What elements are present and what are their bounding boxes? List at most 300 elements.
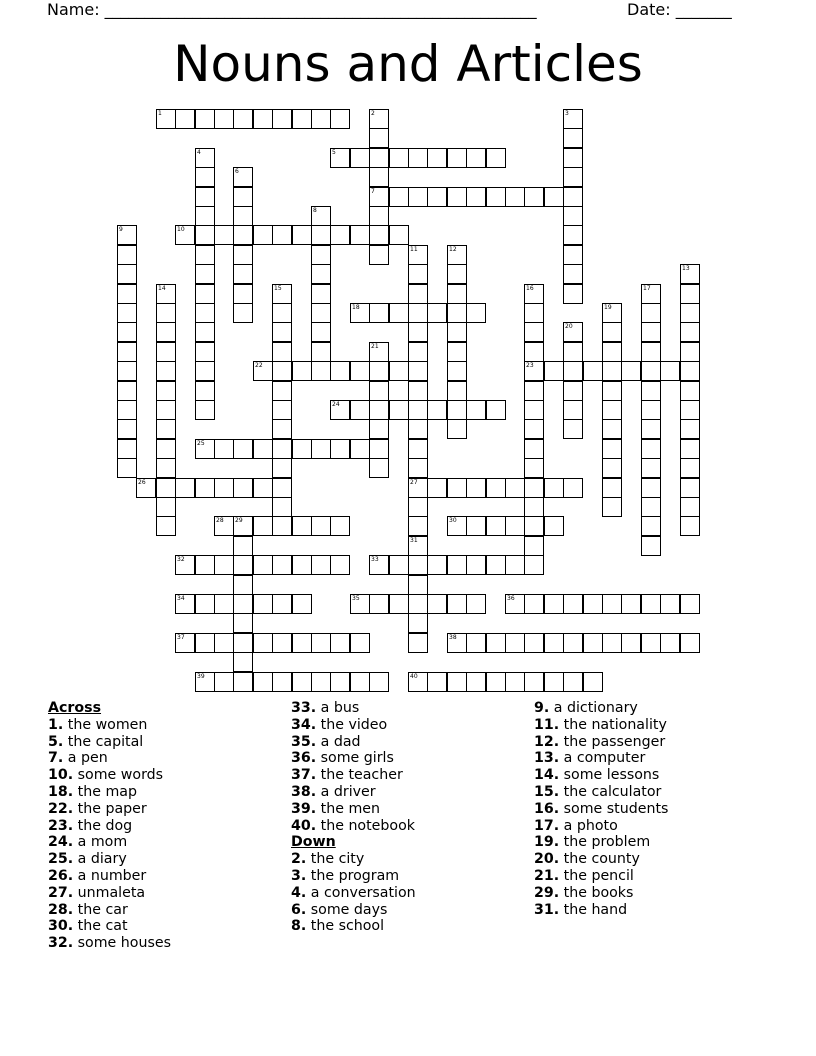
- grid-cell[interactable]: [583, 672, 603, 692]
- grid-cell[interactable]: [583, 633, 603, 653]
- grid-cell[interactable]: [641, 284, 661, 304]
- grid-cell[interactable]: [427, 672, 447, 692]
- grid-cell[interactable]: [408, 516, 428, 536]
- grid-cell[interactable]: [524, 633, 544, 653]
- grid-cell[interactable]: [641, 536, 661, 556]
- grid-cell[interactable]: [563, 187, 583, 207]
- grid-cell[interactable]: [602, 478, 622, 498]
- grid-cell[interactable]: [233, 225, 253, 245]
- grid-cell[interactable]: [524, 516, 544, 536]
- grid-cell[interactable]: [272, 633, 292, 653]
- grid-cell[interactable]: [195, 400, 215, 420]
- grid-cell[interactable]: [602, 458, 622, 478]
- grid-cell[interactable]: [389, 187, 409, 207]
- grid-cell[interactable]: [195, 594, 215, 614]
- grid-cell[interactable]: [563, 245, 583, 265]
- grid-cell[interactable]: [641, 594, 661, 614]
- grid-cell[interactable]: [330, 400, 350, 420]
- grid-cell[interactable]: [524, 400, 544, 420]
- grid-cell[interactable]: [563, 400, 583, 420]
- grid-cell[interactable]: [680, 594, 700, 614]
- grid-cell[interactable]: [350, 361, 370, 381]
- grid-cell[interactable]: [524, 439, 544, 459]
- grid-cell[interactable]: [680, 264, 700, 284]
- grid-cell[interactable]: [156, 419, 176, 439]
- grid-cell[interactable]: [272, 419, 292, 439]
- grid-cell[interactable]: [447, 516, 467, 536]
- grid-cell[interactable]: [466, 400, 486, 420]
- grid-cell[interactable]: [466, 633, 486, 653]
- grid-cell[interactable]: [233, 516, 253, 536]
- grid-cell[interactable]: [253, 672, 273, 692]
- grid-cell[interactable]: [195, 381, 215, 401]
- grid-cell[interactable]: [253, 361, 273, 381]
- grid-cell[interactable]: [505, 187, 525, 207]
- grid-cell[interactable]: [292, 672, 312, 692]
- grid-cell[interactable]: [253, 439, 273, 459]
- grid-cell[interactable]: [369, 419, 389, 439]
- grid-cell[interactable]: [214, 109, 234, 129]
- grid-cell[interactable]: [408, 419, 428, 439]
- grid-cell[interactable]: [408, 264, 428, 284]
- grid-cell[interactable]: [214, 516, 234, 536]
- grid-cell[interactable]: [389, 303, 409, 323]
- grid-cell[interactable]: [369, 381, 389, 401]
- grid-cell[interactable]: [175, 225, 195, 245]
- grid-cell[interactable]: [660, 361, 680, 381]
- grid-cell[interactable]: [486, 555, 506, 575]
- grid-cell[interactable]: [408, 672, 428, 692]
- grid-cell[interactable]: [466, 594, 486, 614]
- grid-cell[interactable]: [389, 361, 409, 381]
- grid-cell[interactable]: [195, 478, 215, 498]
- grid-cell[interactable]: [641, 342, 661, 362]
- grid-cell[interactable]: [524, 458, 544, 478]
- grid-cell[interactable]: [660, 633, 680, 653]
- grid-cell[interactable]: [408, 633, 428, 653]
- grid-cell[interactable]: [369, 245, 389, 265]
- grid-cell[interactable]: [680, 303, 700, 323]
- grid-cell[interactable]: [680, 478, 700, 498]
- grid-cell[interactable]: [117, 381, 137, 401]
- grid-cell[interactable]: [544, 633, 564, 653]
- grid-cell[interactable]: [524, 497, 544, 517]
- grid-cell[interactable]: [156, 516, 176, 536]
- grid-cell[interactable]: [447, 400, 467, 420]
- grid-cell[interactable]: [524, 672, 544, 692]
- grid-cell[interactable]: [272, 400, 292, 420]
- grid-cell[interactable]: [369, 342, 389, 362]
- grid-cell[interactable]: [233, 613, 253, 633]
- grid-cell[interactable]: [369, 672, 389, 692]
- grid-cell[interactable]: [641, 303, 661, 323]
- grid-cell[interactable]: [563, 594, 583, 614]
- grid-cell[interactable]: [156, 439, 176, 459]
- grid-cell[interactable]: [233, 594, 253, 614]
- grid-cell[interactable]: [447, 342, 467, 362]
- grid-cell[interactable]: [408, 536, 428, 556]
- grid-cell[interactable]: [447, 148, 467, 168]
- grid-cell[interactable]: [408, 497, 428, 517]
- grid-cell[interactable]: [330, 633, 350, 653]
- grid-cell[interactable]: [408, 400, 428, 420]
- grid-cell[interactable]: [156, 497, 176, 517]
- grid-cell[interactable]: [408, 342, 428, 362]
- grid-cell[interactable]: [233, 652, 253, 672]
- grid-cell[interactable]: [195, 342, 215, 362]
- grid-cell[interactable]: [156, 361, 176, 381]
- grid-cell[interactable]: [292, 555, 312, 575]
- grid-cell[interactable]: [233, 633, 253, 653]
- grid-cell[interactable]: [233, 245, 253, 265]
- grid-cell[interactable]: [175, 594, 195, 614]
- grid-cell[interactable]: [641, 419, 661, 439]
- grid-cell[interactable]: [447, 303, 467, 323]
- grid-cell[interactable]: [486, 516, 506, 536]
- grid-cell[interactable]: [117, 342, 137, 362]
- grid-cell[interactable]: [641, 361, 661, 381]
- grid-cell[interactable]: [369, 303, 389, 323]
- grid-cell[interactable]: [602, 303, 622, 323]
- grid-cell[interactable]: [350, 400, 370, 420]
- grid-cell[interactable]: [253, 633, 273, 653]
- grid-cell[interactable]: [563, 206, 583, 226]
- grid-cell[interactable]: [272, 381, 292, 401]
- grid-cell[interactable]: [233, 672, 253, 692]
- grid-cell[interactable]: [330, 225, 350, 245]
- grid-cell[interactable]: [369, 148, 389, 168]
- grid-cell[interactable]: [563, 264, 583, 284]
- grid-cell[interactable]: [524, 555, 544, 575]
- grid-cell[interactable]: [272, 672, 292, 692]
- grid-cell[interactable]: [156, 109, 176, 129]
- grid-cell[interactable]: [214, 555, 234, 575]
- grid-cell[interactable]: [311, 555, 331, 575]
- grid-cell[interactable]: [486, 400, 506, 420]
- grid-cell[interactable]: [117, 303, 137, 323]
- grid-cell[interactable]: [408, 322, 428, 342]
- grid-cell[interactable]: [292, 109, 312, 129]
- grid-cell[interactable]: [602, 381, 622, 401]
- grid-cell[interactable]: [156, 458, 176, 478]
- grid-cell[interactable]: [660, 594, 680, 614]
- grid-cell[interactable]: [330, 555, 350, 575]
- grid-cell[interactable]: [505, 478, 525, 498]
- grid-cell[interactable]: [680, 361, 700, 381]
- grid-cell[interactable]: [602, 633, 622, 653]
- grid-cell[interactable]: [447, 264, 467, 284]
- grid-cell[interactable]: [292, 439, 312, 459]
- grid-cell[interactable]: [408, 613, 428, 633]
- grid-cell[interactable]: [195, 187, 215, 207]
- grid-cell[interactable]: [408, 361, 428, 381]
- grid-cell[interactable]: [563, 167, 583, 187]
- grid-cell[interactable]: [505, 516, 525, 536]
- grid-cell[interactable]: [544, 361, 564, 381]
- grid-cell[interactable]: [369, 225, 389, 245]
- grid-cell[interactable]: [233, 555, 253, 575]
- grid-cell[interactable]: [292, 225, 312, 245]
- grid-cell[interactable]: [505, 594, 525, 614]
- grid-cell[interactable]: [602, 497, 622, 517]
- grid-cell[interactable]: [621, 594, 641, 614]
- grid-cell[interactable]: [505, 555, 525, 575]
- grid-cell[interactable]: [389, 555, 409, 575]
- grid-cell[interactable]: [272, 458, 292, 478]
- grid-cell[interactable]: [330, 148, 350, 168]
- grid-cell[interactable]: [369, 109, 389, 129]
- grid-cell[interactable]: [602, 400, 622, 420]
- grid-cell[interactable]: [369, 400, 389, 420]
- grid-cell[interactable]: [195, 361, 215, 381]
- grid-cell[interactable]: [214, 478, 234, 498]
- grid-cell[interactable]: [447, 245, 467, 265]
- grid-cell[interactable]: [311, 633, 331, 653]
- grid-cell[interactable]: [427, 148, 447, 168]
- grid-cell[interactable]: [563, 148, 583, 168]
- grid-cell[interactable]: [195, 672, 215, 692]
- grid-cell[interactable]: [369, 458, 389, 478]
- grid-cell[interactable]: [408, 187, 428, 207]
- grid-cell[interactable]: [680, 516, 700, 536]
- grid-cell[interactable]: [311, 284, 331, 304]
- grid-cell[interactable]: [156, 322, 176, 342]
- grid-cell[interactable]: [311, 516, 331, 536]
- grid-cell[interactable]: [466, 478, 486, 498]
- grid-cell[interactable]: [486, 478, 506, 498]
- grid-cell[interactable]: [292, 633, 312, 653]
- grid-cell[interactable]: [524, 381, 544, 401]
- grid-cell[interactable]: [117, 361, 137, 381]
- grid-cell[interactable]: [350, 672, 370, 692]
- grid-cell[interactable]: [427, 478, 447, 498]
- grid-cell[interactable]: [330, 361, 350, 381]
- grid-cell[interactable]: [292, 594, 312, 614]
- grid-cell[interactable]: [175, 555, 195, 575]
- grid-cell[interactable]: [447, 594, 467, 614]
- grid-cell[interactable]: [117, 400, 137, 420]
- grid-cell[interactable]: [486, 672, 506, 692]
- grid-cell[interactable]: [233, 478, 253, 498]
- grid-cell[interactable]: [466, 516, 486, 536]
- grid-cell[interactable]: [350, 594, 370, 614]
- grid-cell[interactable]: [233, 439, 253, 459]
- grid-cell[interactable]: [253, 109, 273, 129]
- grid-cell[interactable]: [311, 206, 331, 226]
- grid-cell[interactable]: [195, 264, 215, 284]
- grid-cell[interactable]: [272, 594, 292, 614]
- grid-cell[interactable]: [641, 381, 661, 401]
- grid-cell[interactable]: [486, 187, 506, 207]
- grid-cell[interactable]: [544, 594, 564, 614]
- grid-cell[interactable]: [641, 322, 661, 342]
- grid-cell[interactable]: [505, 672, 525, 692]
- grid-cell[interactable]: [544, 672, 564, 692]
- grid-cell[interactable]: [524, 536, 544, 556]
- grid-cell[interactable]: [195, 555, 215, 575]
- grid-cell[interactable]: [680, 419, 700, 439]
- grid-cell[interactable]: [621, 633, 641, 653]
- grid-cell[interactable]: [602, 594, 622, 614]
- grid-cell[interactable]: [350, 303, 370, 323]
- grid-cell[interactable]: [641, 478, 661, 498]
- grid-cell[interactable]: [466, 187, 486, 207]
- grid-cell[interactable]: [447, 633, 467, 653]
- grid-cell[interactable]: [369, 594, 389, 614]
- grid-cell[interactable]: [680, 381, 700, 401]
- grid-cell[interactable]: [233, 206, 253, 226]
- grid-cell[interactable]: [311, 439, 331, 459]
- grid-cell[interactable]: [466, 555, 486, 575]
- grid-cell[interactable]: [563, 633, 583, 653]
- grid-cell[interactable]: [447, 322, 467, 342]
- grid-cell[interactable]: [408, 284, 428, 304]
- grid-cell[interactable]: [214, 594, 234, 614]
- grid-cell[interactable]: [524, 478, 544, 498]
- grid-cell[interactable]: [311, 225, 331, 245]
- grid-cell[interactable]: [680, 400, 700, 420]
- grid-cell[interactable]: [175, 478, 195, 498]
- grid-cell[interactable]: [350, 439, 370, 459]
- grid-cell[interactable]: [369, 206, 389, 226]
- grid-cell[interactable]: [195, 109, 215, 129]
- grid-cell[interactable]: [117, 245, 137, 265]
- grid-cell[interactable]: [680, 458, 700, 478]
- grid-cell[interactable]: [369, 128, 389, 148]
- grid-cell[interactable]: [292, 361, 312, 381]
- grid-cell[interactable]: [486, 148, 506, 168]
- grid-cell[interactable]: [253, 478, 273, 498]
- grid-cell[interactable]: [563, 672, 583, 692]
- grid-cell[interactable]: [233, 303, 253, 323]
- grid-cell[interactable]: [505, 633, 525, 653]
- grid-cell[interactable]: [369, 555, 389, 575]
- grid-cell[interactable]: [369, 187, 389, 207]
- grid-cell[interactable]: [408, 575, 428, 595]
- grid-cell[interactable]: [311, 672, 331, 692]
- grid-cell[interactable]: [311, 109, 331, 129]
- grid-cell[interactable]: [563, 109, 583, 129]
- grid-cell[interactable]: [350, 225, 370, 245]
- grid-cell[interactable]: [563, 342, 583, 362]
- grid-cell[interactable]: [563, 322, 583, 342]
- grid-cell[interactable]: [641, 497, 661, 517]
- grid-cell[interactable]: [447, 478, 467, 498]
- grid-cell[interactable]: [563, 284, 583, 304]
- grid-cell[interactable]: [156, 284, 176, 304]
- grid-cell[interactable]: [524, 419, 544, 439]
- grid-cell[interactable]: [214, 439, 234, 459]
- grid-cell[interactable]: [408, 594, 428, 614]
- grid-cell[interactable]: [214, 225, 234, 245]
- grid-cell[interactable]: [195, 206, 215, 226]
- grid-cell[interactable]: [272, 225, 292, 245]
- grid-cell[interactable]: [369, 167, 389, 187]
- grid-cell[interactable]: [447, 284, 467, 304]
- grid-cell[interactable]: [680, 284, 700, 304]
- grid-cell[interactable]: [330, 439, 350, 459]
- grid-cell[interactable]: [524, 322, 544, 342]
- grid-cell[interactable]: [389, 400, 409, 420]
- grid-cell[interactable]: [563, 381, 583, 401]
- grid-cell[interactable]: [466, 148, 486, 168]
- grid-cell[interactable]: [447, 361, 467, 381]
- grid-cell[interactable]: [680, 322, 700, 342]
- grid-cell[interactable]: [156, 381, 176, 401]
- grid-cell[interactable]: [195, 225, 215, 245]
- grid-cell[interactable]: [486, 633, 506, 653]
- grid-cell[interactable]: [602, 322, 622, 342]
- grid-cell[interactable]: [641, 458, 661, 478]
- grid-cell[interactable]: [563, 361, 583, 381]
- grid-cell[interactable]: [563, 419, 583, 439]
- date-line[interactable]: Date: _______: [627, 0, 732, 19]
- grid-cell[interactable]: [408, 478, 428, 498]
- grid-cell[interactable]: [272, 497, 292, 517]
- grid-cell[interactable]: [602, 419, 622, 439]
- grid-cell[interactable]: [408, 555, 428, 575]
- grid-cell[interactable]: [563, 225, 583, 245]
- grid-cell[interactable]: [427, 400, 447, 420]
- grid-cell[interactable]: [195, 303, 215, 323]
- grid-cell[interactable]: [311, 361, 331, 381]
- grid-cell[interactable]: [136, 478, 156, 498]
- grid-cell[interactable]: [117, 322, 137, 342]
- grid-cell[interactable]: [195, 322, 215, 342]
- grid-cell[interactable]: [311, 264, 331, 284]
- grid-cell[interactable]: [272, 361, 292, 381]
- grid-cell[interactable]: [233, 167, 253, 187]
- grid-cell[interactable]: [272, 478, 292, 498]
- grid-cell[interactable]: [214, 633, 234, 653]
- grid-cell[interactable]: [117, 439, 137, 459]
- grid-cell[interactable]: [447, 672, 467, 692]
- grid-cell[interactable]: [330, 516, 350, 536]
- grid-cell[interactable]: [156, 400, 176, 420]
- grid-cell[interactable]: [253, 516, 273, 536]
- grid-cell[interactable]: [195, 148, 215, 168]
- grid-cell[interactable]: [369, 439, 389, 459]
- grid-cell[interactable]: [292, 516, 312, 536]
- grid-cell[interactable]: [427, 187, 447, 207]
- grid-cell[interactable]: [117, 264, 137, 284]
- grid-cell[interactable]: [389, 225, 409, 245]
- grid-cell[interactable]: [233, 575, 253, 595]
- grid-cell[interactable]: [195, 167, 215, 187]
- grid-cell[interactable]: [408, 148, 428, 168]
- grid-cell[interactable]: [466, 672, 486, 692]
- grid-cell[interactable]: [524, 284, 544, 304]
- grid-cell[interactable]: [641, 439, 661, 459]
- grid-cell[interactable]: [641, 400, 661, 420]
- grid-cell[interactable]: [233, 264, 253, 284]
- grid-cell[interactable]: [156, 342, 176, 362]
- grid-cell[interactable]: [524, 361, 544, 381]
- grid-cell[interactable]: [563, 128, 583, 148]
- grid-cell[interactable]: [175, 633, 195, 653]
- grid-cell[interactable]: [524, 303, 544, 323]
- grid-cell[interactable]: [602, 342, 622, 362]
- grid-cell[interactable]: [680, 342, 700, 362]
- grid-cell[interactable]: [524, 187, 544, 207]
- grid-cell[interactable]: [272, 555, 292, 575]
- grid-cell[interactable]: [311, 322, 331, 342]
- grid-cell[interactable]: [583, 361, 603, 381]
- grid-cell[interactable]: [369, 361, 389, 381]
- grid-cell[interactable]: [233, 536, 253, 556]
- grid-cell[interactable]: [427, 555, 447, 575]
- grid-cell[interactable]: [680, 497, 700, 517]
